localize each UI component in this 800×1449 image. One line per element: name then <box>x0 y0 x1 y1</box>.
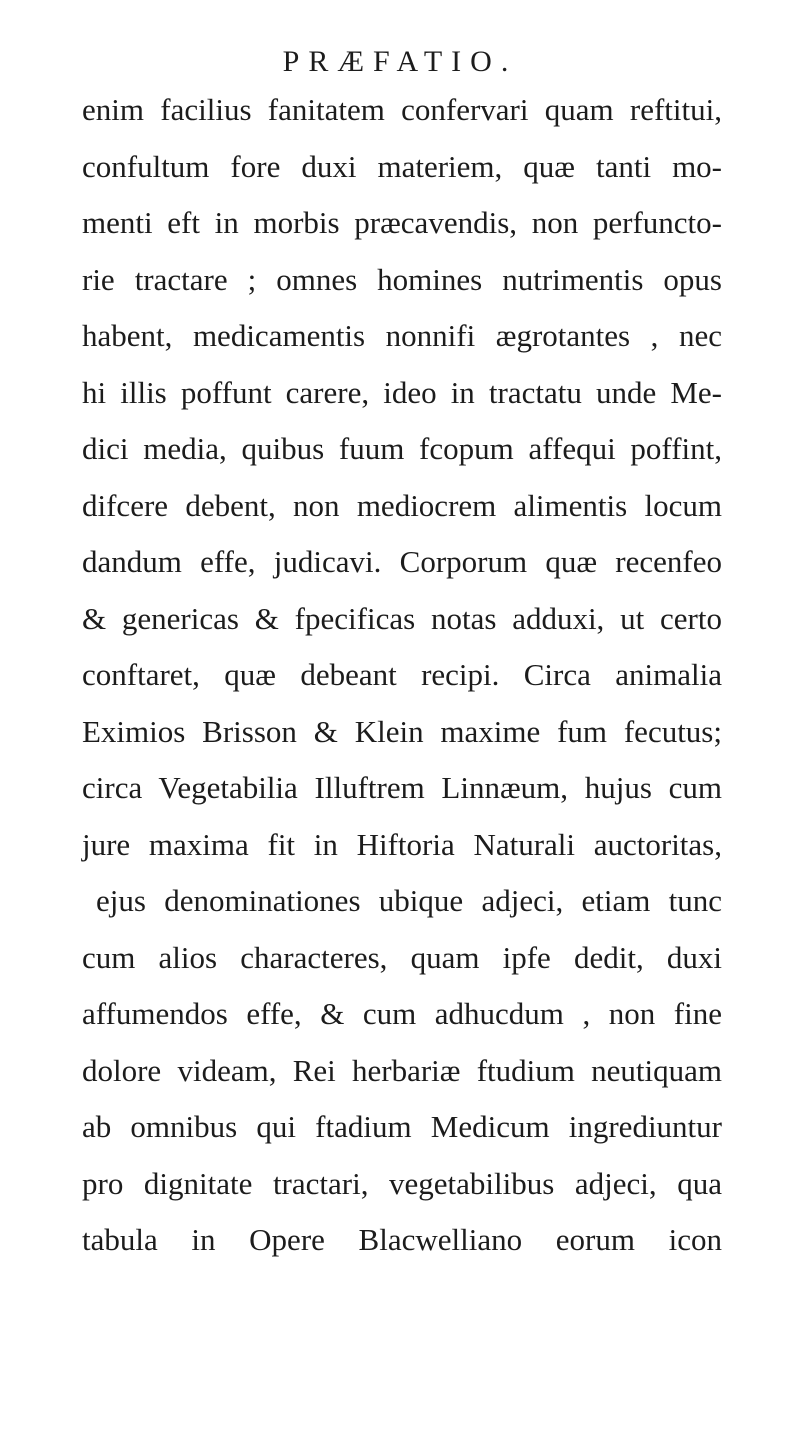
text-line-1: enim facilius fanitatem confervari quam reftitui, <box>82 92 722 127</box>
running-header: PRÆFATIO. <box>282 45 518 78</box>
text-line-15: ejus denominationes ubique adjeci, etiam tunc <box>96 883 722 918</box>
text-line-6: hi illis poffunt carere, ideo in tractatu unde Me- <box>82 374 722 410</box>
text-line-16: cum alios characteres, quam ipfe dedit, duxi <box>82 939 722 975</box>
body-text <box>82 82 722 1269</box>
text-line-4: rie tractare ; omnes homines nutrimentis opus <box>82 261 722 297</box>
text-line-13: circa Vegetabilia Illuftrem Linnæum, hujus cum <box>82 770 722 805</box>
text-line-14: jure maxima fit in Hiftoria Naturali auctoritas, <box>82 826 722 862</box>
text-line-11: conftaret, quæ debeant recipi. Circa animalia <box>82 657 722 692</box>
text-line-17: affumendos effe, & cum adhucdum , non fine <box>82 996 722 1031</box>
text-line-7: dici media, quibus fuum fcopum affequi poffint, <box>82 431 722 466</box>
text-line-18: dolore videam, Rei herbariæ ftudium neutiquam <box>82 1052 722 1088</box>
text-line-2: confultum fore duxi materiem, quæ tanti mo- <box>82 148 722 184</box>
text-line-12: Eximios Brisson & Klein maxime fum fecutus; <box>82 713 722 749</box>
text-line-20: pro dignitate tractari, vegetabilibus adjeci, qua <box>82 1165 722 1201</box>
text-line-21: tabula in Opere Blacwelliano eorum icon <box>82 1222 722 1257</box>
text-line-5: habent, medicamentis nonnifi ægrotantes , nec <box>82 318 722 353</box>
text-line-9: dandum effe, judicavi. Corporum quæ recenfeo <box>82 544 722 579</box>
text-line-10: & genericas & fpecificas notas adduxi, ut certo <box>82 600 722 636</box>
text-line-19: ab omnibus qui ftadium Medicum ingrediuntur <box>82 1109 722 1144</box>
text-line-8: difcere debent, non mediocrem alimentis locum <box>82 487 722 523</box>
text-line-3: menti eft in morbis præcavendis, non perfuncto- <box>82 205 722 240</box>
